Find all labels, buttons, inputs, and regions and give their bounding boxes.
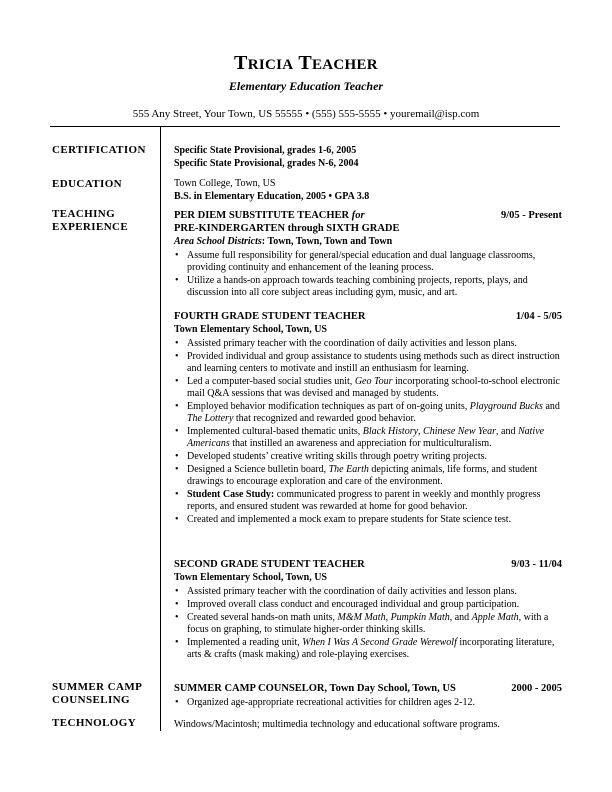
job-school: Town Elementary School, Town, US bbox=[174, 324, 327, 335]
job-bullets bbox=[174, 250, 562, 299]
list-item: • Developed students’ creative writing skills through poetry writing projects. bbox=[174, 451, 562, 463]
education-block bbox=[174, 177, 562, 203]
list-item: • Implemented cultural-based thematic units, Black History, Chinese New Year, and Native Americans that instilled an awareness and appreciation for multiculturalism. bbox=[174, 426, 562, 450]
list-item: • Provided individual and group assistance to students using methods such as direct instruction and learning centers to motivate and instill an enthusiasm for learning. bbox=[174, 351, 562, 375]
section-label-summer-camp: SUMMER CAMP COUNSELING bbox=[52, 681, 143, 706]
job-dates: 1/04 - 5/05 bbox=[515, 311, 562, 322]
list-item: • Created several hands-on math units, M&M Math, Pumpkin Math, and Apple Math, with a focus on graphing, to stimulate higher-order thinking skills. bbox=[174, 612, 562, 636]
column-divider bbox=[160, 127, 161, 731]
list-item: • Student Case Study: communicated progress to parent in weekly and monthly progress reports, and ensured student was rewarded at home for good behavior. bbox=[174, 489, 562, 513]
resume-name: TRICIA TEACHER bbox=[234, 52, 378, 74]
contact-email: youremail@isp.com bbox=[390, 108, 480, 120]
job-dates: 9/05 - Present bbox=[500, 210, 562, 221]
job-second-grade bbox=[174, 558, 562, 662]
list-item: • Organized age-appropriate recreational activities for children ages 2-12. bbox=[174, 697, 562, 709]
contact-address: 555 Any Street, Your Town, US 55555 bbox=[132, 108, 303, 120]
header-divider bbox=[50, 126, 560, 127]
section-label-education: EDUCATION bbox=[52, 178, 123, 190]
job-summer-camp bbox=[174, 682, 562, 710]
education-degree: B.S. in Elementary Education, 2005 • GPA 3.8 bbox=[174, 191, 370, 202]
technology-text: Windows/Macintosh; multimedia technology and educational software programs. bbox=[174, 719, 500, 730]
job-bullets bbox=[174, 338, 562, 526]
job-dates: 2000 - 2005 bbox=[511, 683, 562, 694]
list-item: • Assisted primary teacher with the coordination of daily activities and lesson plans. bbox=[174, 586, 562, 598]
education-school: Town College, Town, US bbox=[174, 178, 276, 189]
job-bullets bbox=[174, 697, 562, 709]
job-title-row: FOURTH GRADE STUDENT TEACHER 1/04 - 5/05 bbox=[174, 311, 562, 322]
job-district: Area School Districts: Town, Town, Town and Town bbox=[174, 236, 393, 247]
job-bullets bbox=[174, 586, 562, 661]
section-label-technology: TECHNOLOGY bbox=[52, 717, 137, 729]
section-label-certification: CERTIFICATION bbox=[52, 144, 146, 156]
certification-line: Specific State Provisional, grades N-6, 2004 bbox=[174, 158, 359, 169]
list-item: • Led a computer-based social studies unit, Geo Tour incorporating school-to-school electronic mail Q&A sessions that was devised and managed by students. bbox=[174, 376, 562, 400]
resume-subtitle: Elementary Education Teacher bbox=[228, 79, 384, 93]
list-item: • Implemented a reading unit, When I Was A Second Grade Werewolf incorporating literature, arts & crafts (mask making) and role-playing exercises. bbox=[174, 637, 562, 661]
job-substitute-teacher bbox=[174, 209, 562, 300]
list-item: • Utilize a hands-on approach towards teaching combining projects, reports, plays, and discussion into all core subject areas including gym, music, and art. bbox=[174, 275, 562, 299]
list-item: • Designed a Science bulletin board, The Earth depicting animals, life forms, and student drawings to encourage exploration and care of the environment. bbox=[174, 464, 562, 488]
list-item: • Assisted primary teacher with the coordination of daily activities and lesson plans. bbox=[174, 338, 562, 350]
certification-line: Specific State Provisional, grades 1-6, 2005 bbox=[174, 145, 357, 156]
list-item: • Improved overall class conduct and encouraged individual and group participation. bbox=[174, 599, 562, 611]
job-dates: 9/03 - 11/04 bbox=[511, 559, 562, 570]
list-item: • Employed behavior modification techniques as part of on-going units, Playground Bucks and The Lottery that recognized and rewarded good behavior. bbox=[174, 401, 562, 425]
job-school: Town Elementary School, Town, US bbox=[174, 572, 327, 583]
list-item: • Created and implemented a mock exam to prepare students for State science test. bbox=[174, 514, 562, 526]
section-label-teaching-experience: TEACHING EXPERIENCE bbox=[52, 208, 129, 233]
job-title-row: SECOND GRADE STUDENT TEACHER 9/03 - 11/04 bbox=[174, 559, 562, 570]
contact-phone: (555) 555-5555 bbox=[311, 108, 381, 120]
contact-line: 555 Any Street, Your Town, US 55555 • (555) 555-5555 • youremail@isp.com bbox=[132, 108, 480, 120]
job-fourth-grade bbox=[174, 310, 562, 527]
certification-list bbox=[174, 144, 562, 170]
job-title-line2: PRE-KINDERGARTEN through SIXTH GRADE bbox=[174, 223, 400, 234]
job-title-row: PER DIEM SUBSTITUTE TEACHER for 9/05 - Present bbox=[174, 210, 562, 221]
list-item: • Assume full responsibility for general/special education and dual language classrooms, providing continuity and enhancement of the leaning process. bbox=[174, 250, 562, 274]
job-title-row: SUMMER CAMP COUNSELOR, Town Day School, Town, US 2000 - 2005 bbox=[174, 683, 562, 694]
